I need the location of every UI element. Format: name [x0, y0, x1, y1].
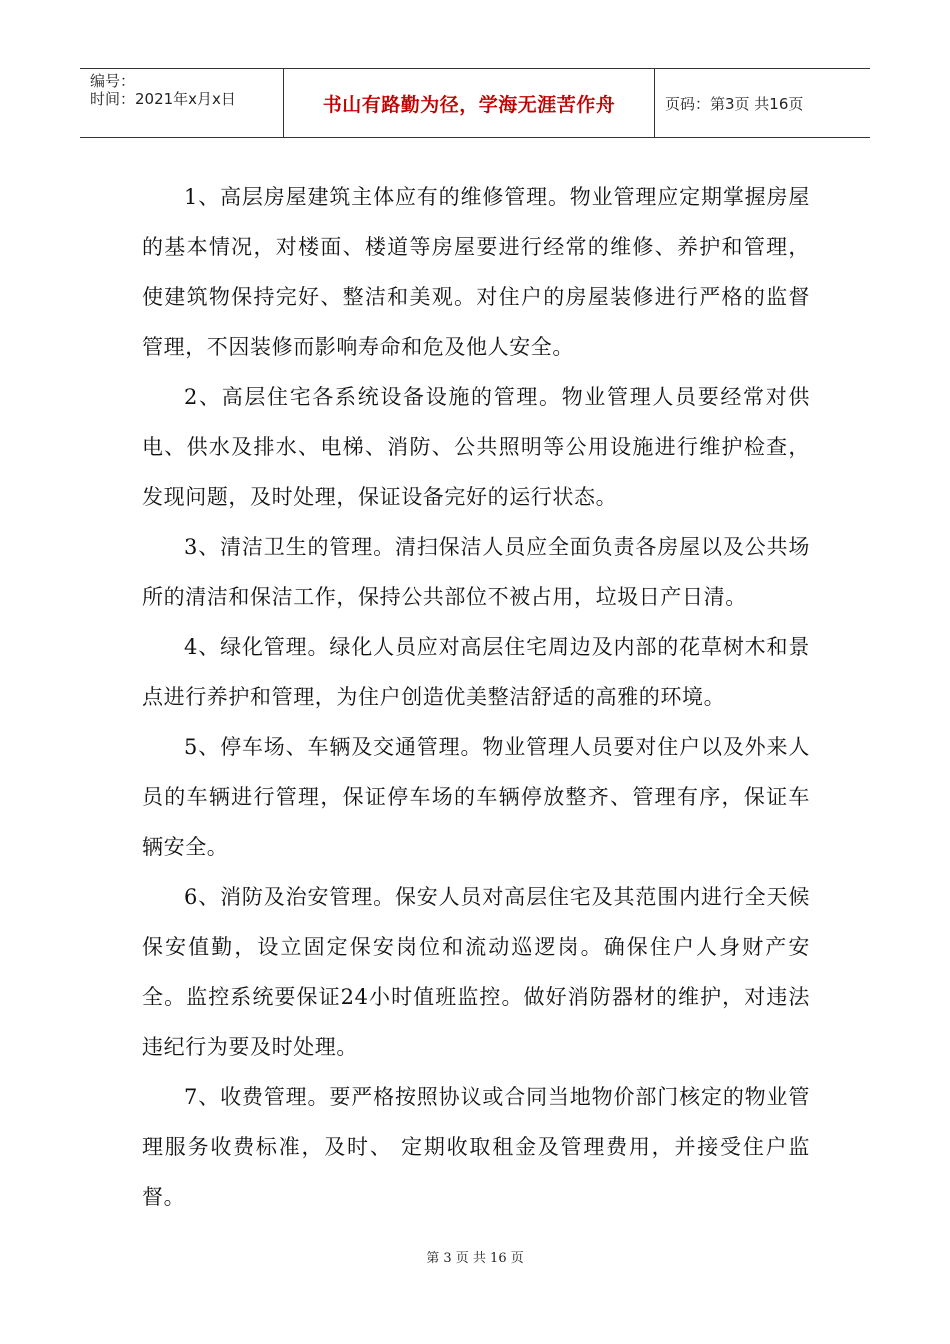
page-footer: 第 3 页 共 16 页 — [426, 1251, 524, 1266]
paragraph-3: 3、清洁卫生的管理。清扫保洁人员应全面负责各房屋以及公共场所的清洁和保洁工作，保持公共部位不被占用，垃圾日产日清。 — [142, 535, 810, 609]
paragraph-4: 4、绿化管理。绿化人员应对高层住宅周边及内部的花草树木和景点进行养护和管理，为住户创造优美整洁舒适的高雅的环境。 — [142, 635, 810, 709]
header-meta — [80, 69, 283, 137]
paragraph-5: 5、停车场、车辆及交通管理。物业管理人员要对住户以及外来人员的车辆进行管理，保证停车场的车辆停放整齐、管理有序，保证车辆安全。 — [142, 735, 810, 859]
paragraph-1: 1、高层房屋建筑主体应有的维修管理。物业管理应定期掌握房屋的基本情况，对楼面、楼道等房屋要进行经常的维修、养护和管理，使建筑物保持完好、整洁和美观。对住户的房屋装修进行严格的监督管理，不因装修而影响寿命和危及他人安全。 — [142, 185, 810, 359]
header-motto: 书山有路勤为径，学海无涯苦作舟 — [283, 69, 655, 137]
paragraph-6: 6、消防及治安管理。保安人员对高层住宅及其范围内进行全天候保安值勤，设立固定保安岗位和流动巡逻岗。确保住户人身财产安全。监控系统要保证24小时值班监控。做好消防器材的维护，对违法违纪行为要及时处理。 — [142, 885, 810, 1059]
header-page-info: 页码：第3页 共16页 — [665, 94, 804, 113]
document-header — [80, 68, 870, 138]
number-label: 编号： — [90, 72, 136, 90]
time-label: 时间：2021年x月x日 — [90, 90, 236, 108]
paragraph-2: 2、高层住宅各系统设备设施的管理。物业管理人员要经常对供电、供水及排水、电梯、消防、公共照明等公用设施进行维护检查，发现问题，及时处理，保证设备完好的运行状态。 — [142, 385, 810, 509]
paragraph-7: 7、收费管理。要严格按照协议或合同当地物价部门核定的物业管理服务收费标准，及时、 定期收取租金及管理费用，并接受住户监督。 — [142, 1085, 810, 1209]
document-body — [142, 172, 810, 1222]
